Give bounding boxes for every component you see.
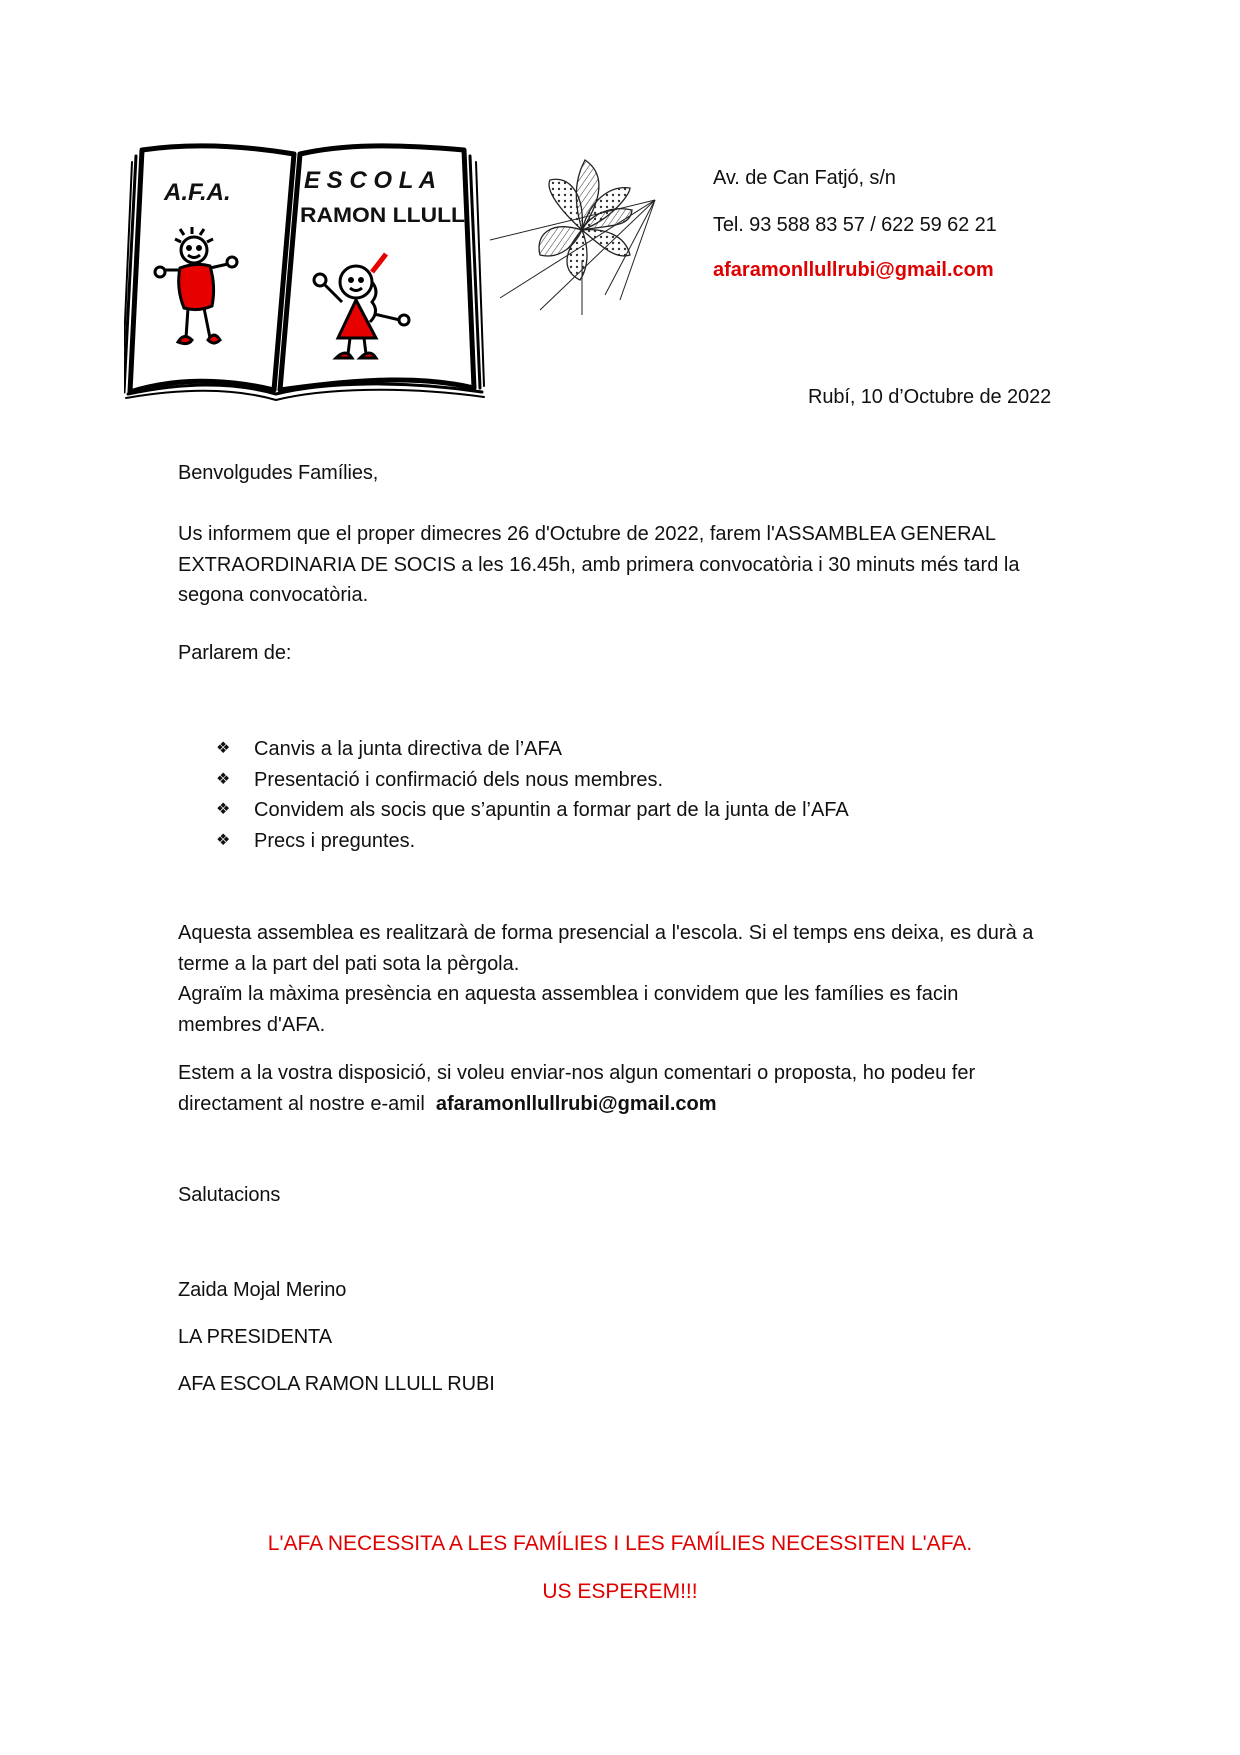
signature-organization: AFA ESCOLA RAMON LLULL RUBI: [178, 1373, 495, 1395]
agenda-item-text: Convidem als socis que s’apuntin a formar part de la junta de l’AFA: [254, 799, 849, 821]
intro-line: segona convocatòria.: [178, 584, 369, 606]
agenda-item: [216, 765, 849, 796]
agenda-item-text: Canvis a la junta directiva de l’AFA: [254, 738, 562, 760]
agenda-item: [216, 826, 849, 857]
agenda-item-text: Precs i preguntes.: [254, 829, 416, 852]
location-line: terme a la part del pati sota la pèrgola.: [178, 952, 520, 975]
greeting: Benvolgudes Famílies,: [178, 462, 379, 484]
contact-prefix: directament al nostre e-amil: [178, 1092, 436, 1115]
footer-call-to-action: US ESPEREM!!!: [542, 1580, 698, 1603]
diamond-bullet-icon: ❖: [216, 740, 231, 757]
diamond-bullet-icon: ❖: [216, 831, 231, 849]
logo-ramon-llull-text: RAMON LLULL: [300, 204, 466, 227]
logo-escola-text: E S C O L A: [304, 167, 437, 194]
footer-slogan: L'AFA NECESSITA A LES FAMÍLIES I LES FAMÍLIES NECESSITEN L'AFA.: [267, 1532, 973, 1555]
contact-paragraph: [178, 1058, 1078, 1119]
location-paragraph: [178, 918, 1078, 1040]
agenda-list: [216, 734, 849, 856]
pinwheel-icon: [490, 150, 665, 325]
afa-logo: [124, 142, 486, 402]
intro-line: EXTRAORDINARIA DE SOCIS a les 16.45h, amb primera convocatòria i 30 minuts més tard la: [178, 553, 1020, 576]
intro-paragraph: [178, 519, 1078, 611]
agenda-heading: Parlarem de:: [178, 642, 292, 664]
closing: Salutacions: [178, 1184, 281, 1206]
intro-line: Us informem que el proper dimecres 26 d'Octubre de 2022, farem l'ASSAMBLEA GENERAL: [178, 523, 997, 545]
school-address: Av. de Can Fatjó, s/n: [713, 167, 896, 189]
agenda-item: [216, 734, 849, 765]
contact-line: Estem a la vostra disposició, si voleu enviar-nos algun comentari o proposta, ho podeu fer: [178, 1062, 976, 1084]
diamond-bullet-icon: ❖: [216, 770, 231, 788]
signature-name: Zaida Mojal Merino: [178, 1279, 347, 1301]
logo-afa-text: A.F.A.: [164, 179, 231, 206]
agenda-item: [216, 795, 849, 826]
contact-email-link[interactable]: afaramonllullrubi@gmail.com: [435, 1092, 717, 1115]
letter-date: Rubí, 10 d’Octubre de 2022: [808, 386, 1052, 408]
location-line: Agraïm la màxima presència en aquesta assemblea i convidem que les famílies es facin: [178, 983, 959, 1005]
signature-role: LA PRESIDENTA: [178, 1326, 332, 1348]
school-phone: Tel. 93 588 83 57 / 622 59 62 21: [713, 214, 997, 236]
pinwheel-illustration: [490, 150, 665, 325]
contact-line: [178, 1089, 1078, 1120]
location-line: membres d'AFA.: [178, 1013, 326, 1036]
open-book-illustration: [124, 142, 486, 402]
agenda-item-text: Presentació i confirmació dels nous membres.: [254, 768, 664, 791]
location-line: Aquesta assemblea es realitzarà de forma presencial a l'escola. Si el temps ens deixa, es durà a: [178, 922, 1034, 944]
school-email-link[interactable]: afaramonllullrubi@gmail.com: [713, 259, 994, 281]
diamond-bullet-icon: ❖: [216, 801, 231, 818]
